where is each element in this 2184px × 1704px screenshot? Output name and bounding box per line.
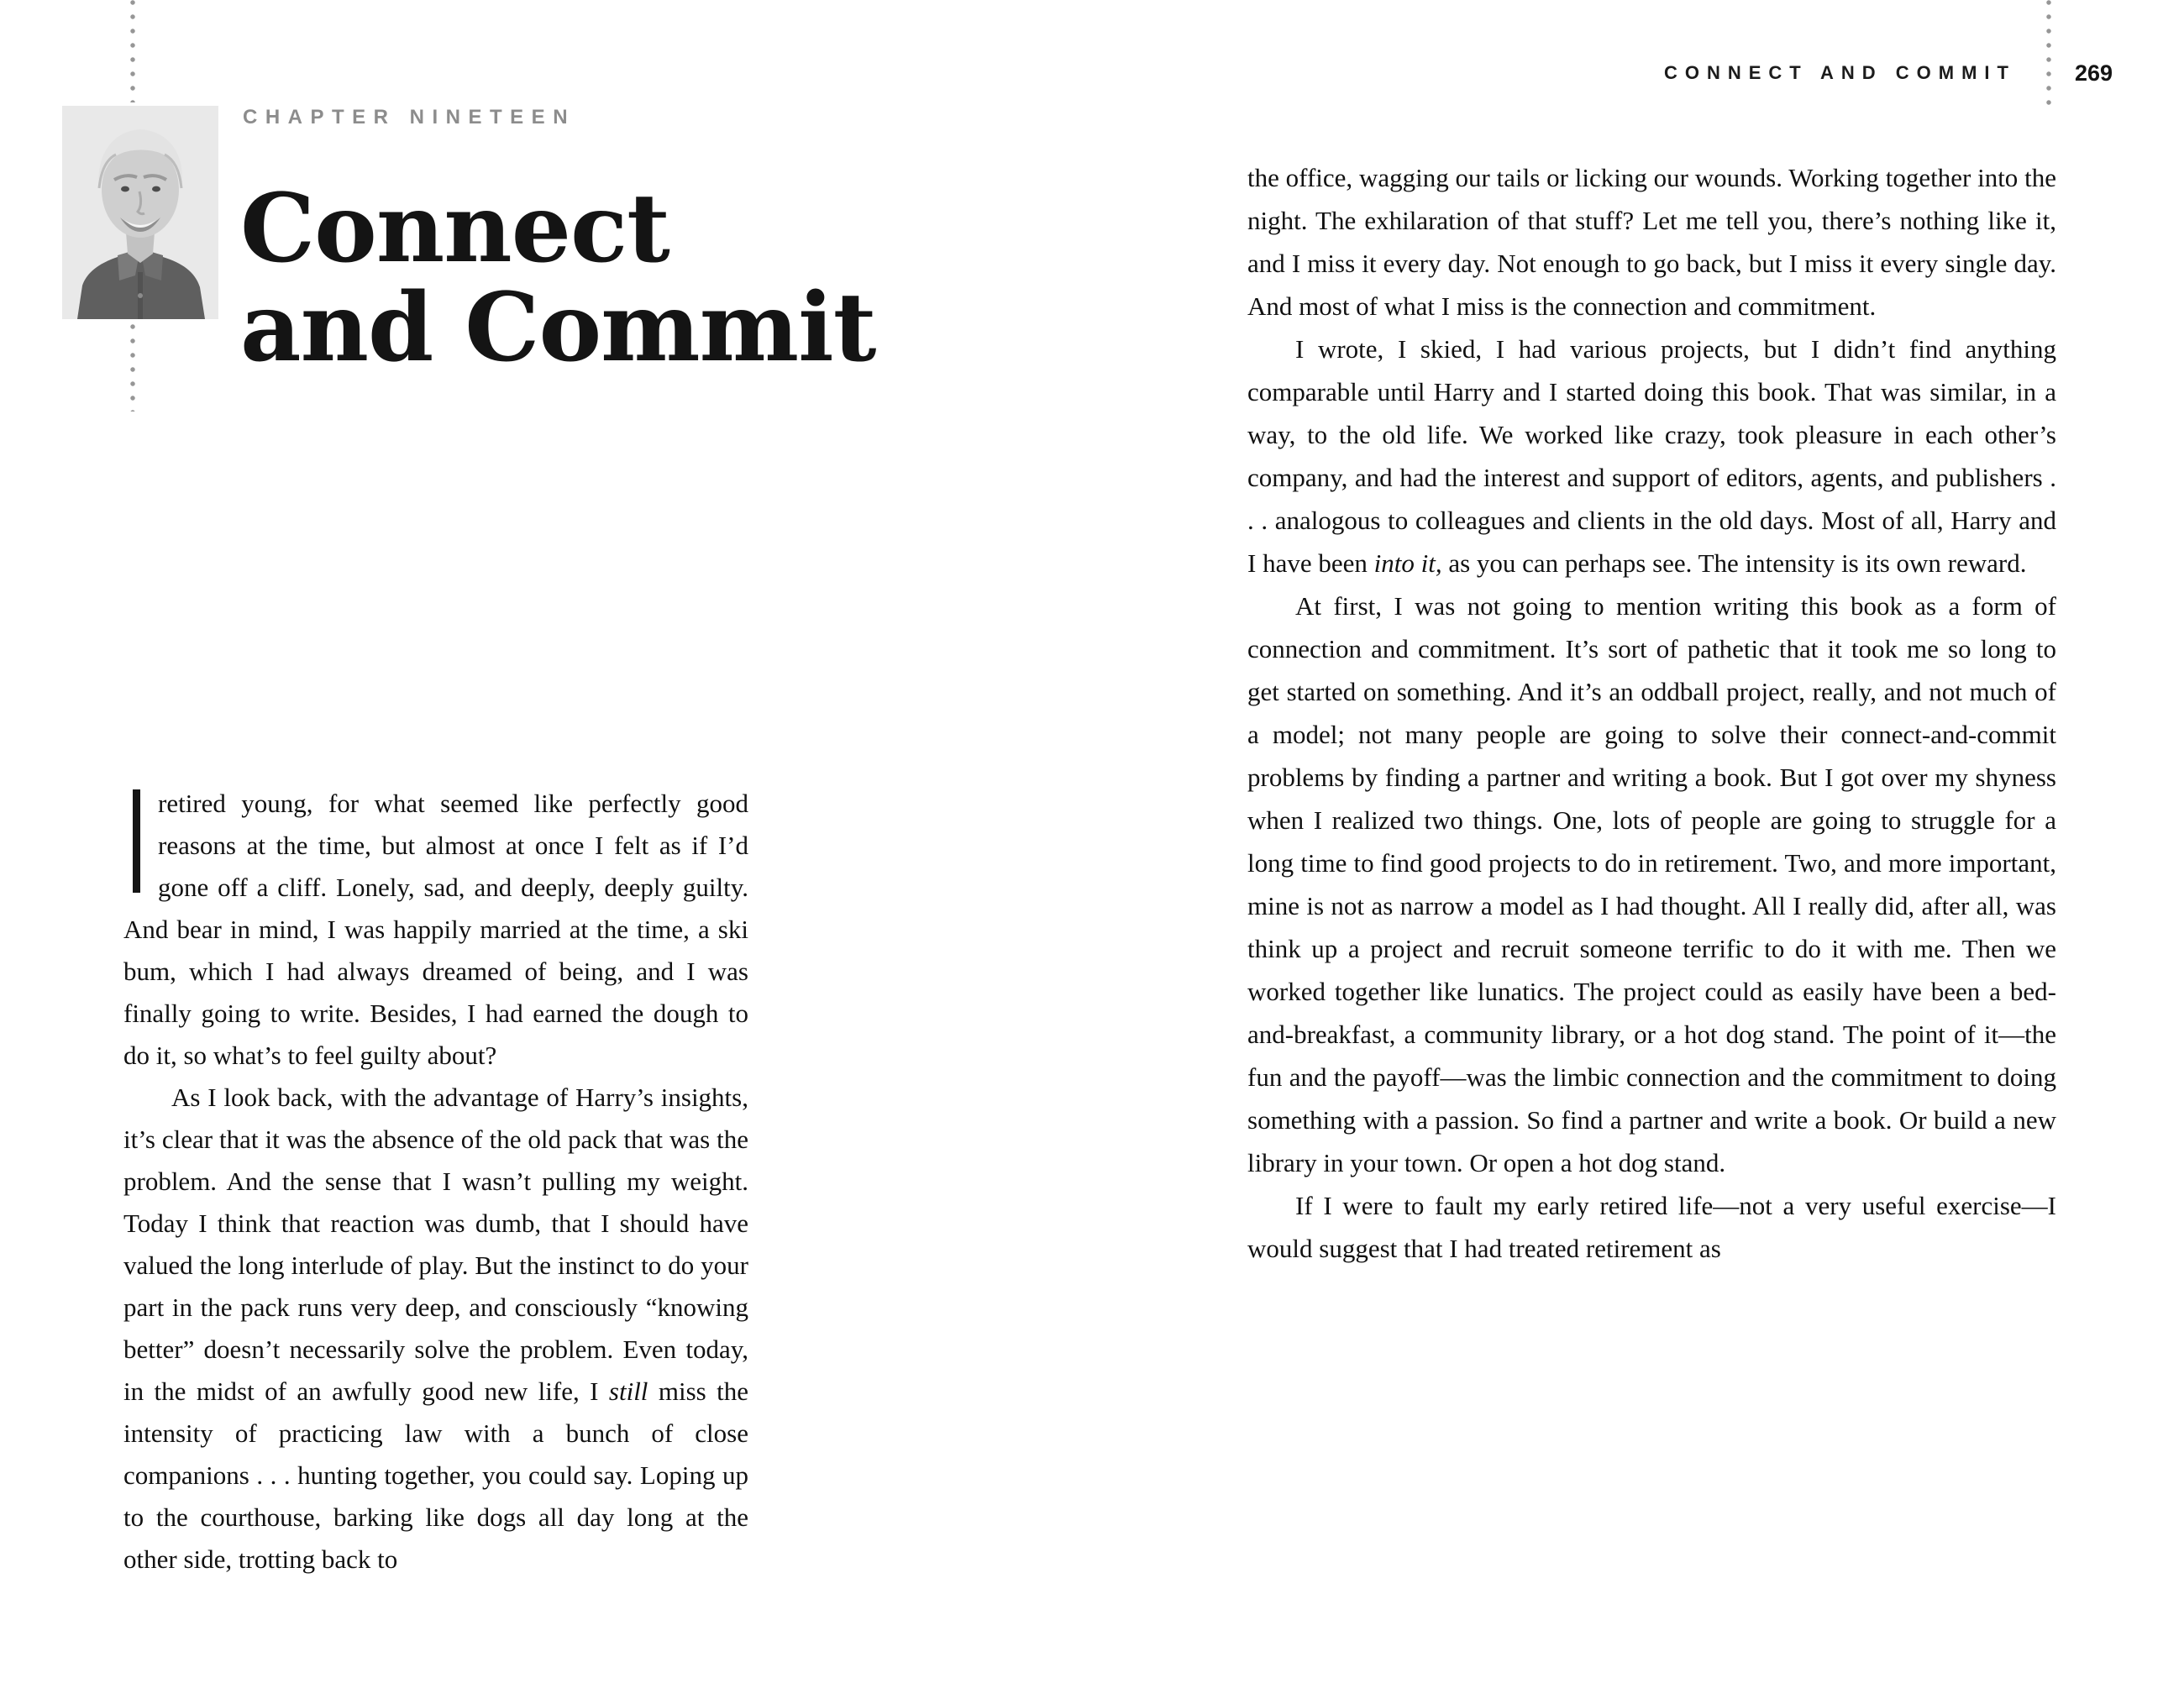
body-text: At first, I was not going to mention writing this book as a form of connection and commitment. It’s sort of pathetic that it took me so long to get started on something. And it’s an oddball project, really, and not much of a model; not many people are going to solve their connect-and-commit problems by finding a partner and writing a book. But I got over my shyness when I realized two things. One, lots of people are going to struggle for a long time to find good projects to do in retirement. Two, and more important, mine is not as narrow a model as I had thought. All I really did, after all, was think up a project and recruit someone terrific to do it with me. Then we worked together like lunatics. The project could as easily have been a bed-and-breakfast, a community library, or a hot dog stand. The point of it—the fun and the payoff—was the limbic connection and the commitment to doing something with a passion. So find a partner and write a book. Or build a new library in your town. Or open a hot dog stand. (1247, 591, 2056, 1177)
body-text: I wrote, I skied, I had various projects, but I didn’t find anything comparable until Harry and I started doing this book. That was similar, in a way, to the old life. We worked like crazy, took pleasure in each other’s company, and had the interest and support of editors, agents, and publishers . . . analogous to colleagues and clients in the old days. Most of all, Harry and I have been (1247, 334, 2056, 578)
emphasized-text: still (608, 1376, 648, 1406)
body-paragraph (1247, 1184, 2056, 1270)
author-portrait-illustration (62, 106, 218, 319)
body-text: miss the intensity of practicing law with a bunch of close companions . . . hunting together, you could say. Loping up to the courthouse, barking like dogs all day long at the other side, trotting back to (123, 1376, 748, 1574)
left-page-body-column (123, 783, 748, 1581)
dotted-rule-left-bottom (130, 324, 135, 412)
right-page-body-column (1247, 156, 2056, 1270)
body-paragraph (1247, 156, 2056, 328)
dotted-rule-right-header (2046, 0, 2051, 107)
emphasized-text: into it, (1373, 548, 1442, 578)
chapter-title-line-2: and Commit (240, 273, 876, 383)
body-paragraph (1247, 585, 2056, 1184)
chapter-kicker: CHAPTER NINETEEN (243, 106, 576, 128)
dotted-rule-left-top (130, 0, 135, 102)
body-text: retired young, for what seemed like perfectly good reasons at the time, but almost at once I felt as if I’d gone off a cliff. Lonely, sad, and deeply, deeply guilty. And bear in mind, I was happily married at the time, a ski bum, which I had always dreamed of being, and I was finally going to write. Besides, I had earned the dough to do it, so what’s to feel guilty about? (123, 789, 748, 1070)
body-text: the office, wagging our tails or licking our wounds. Working together into the night. The exhilaration of that stuff? Let me tell you, there’s nothing like it, and I miss it every day. Not enough to go back, but I miss it every single day. And most of what I miss is the connection and commitment. (1247, 163, 2056, 321)
body-paragraph (123, 1077, 748, 1581)
body-text: As I look back, with the advantage of Harry’s insights, it’s clear that it was the absence of the old pack that was the problem. And the sense that I wasn’t pulling my weight. Today I think that reaction was dumb, that I should have valued the long interlude of play. But the instinct to do your part in the pack runs very deep, and consciously “knowing better” doesn’t necessarily solve the problem. Even today, in the midst of an awfully good new life, I (123, 1083, 748, 1406)
chapter-title-line-1: Connect (240, 174, 669, 284)
body-text: If I were to fault my early retired life—not a very useful exercise—I would suggest that I had treated retirement as (1247, 1191, 2056, 1263)
drop-cap-container (123, 783, 158, 909)
chapter-title (240, 174, 876, 383)
running-head: CONNECT AND COMMIT (1663, 62, 2016, 83)
page-number: 269 (2075, 60, 2113, 86)
body-paragraph (123, 783, 748, 1077)
author-photo (62, 106, 218, 319)
body-text: as you can perhaps see. The intensity is its own reward. (1441, 548, 2027, 578)
drop-cap-initial (133, 789, 140, 893)
body-paragraph (1247, 328, 2056, 585)
